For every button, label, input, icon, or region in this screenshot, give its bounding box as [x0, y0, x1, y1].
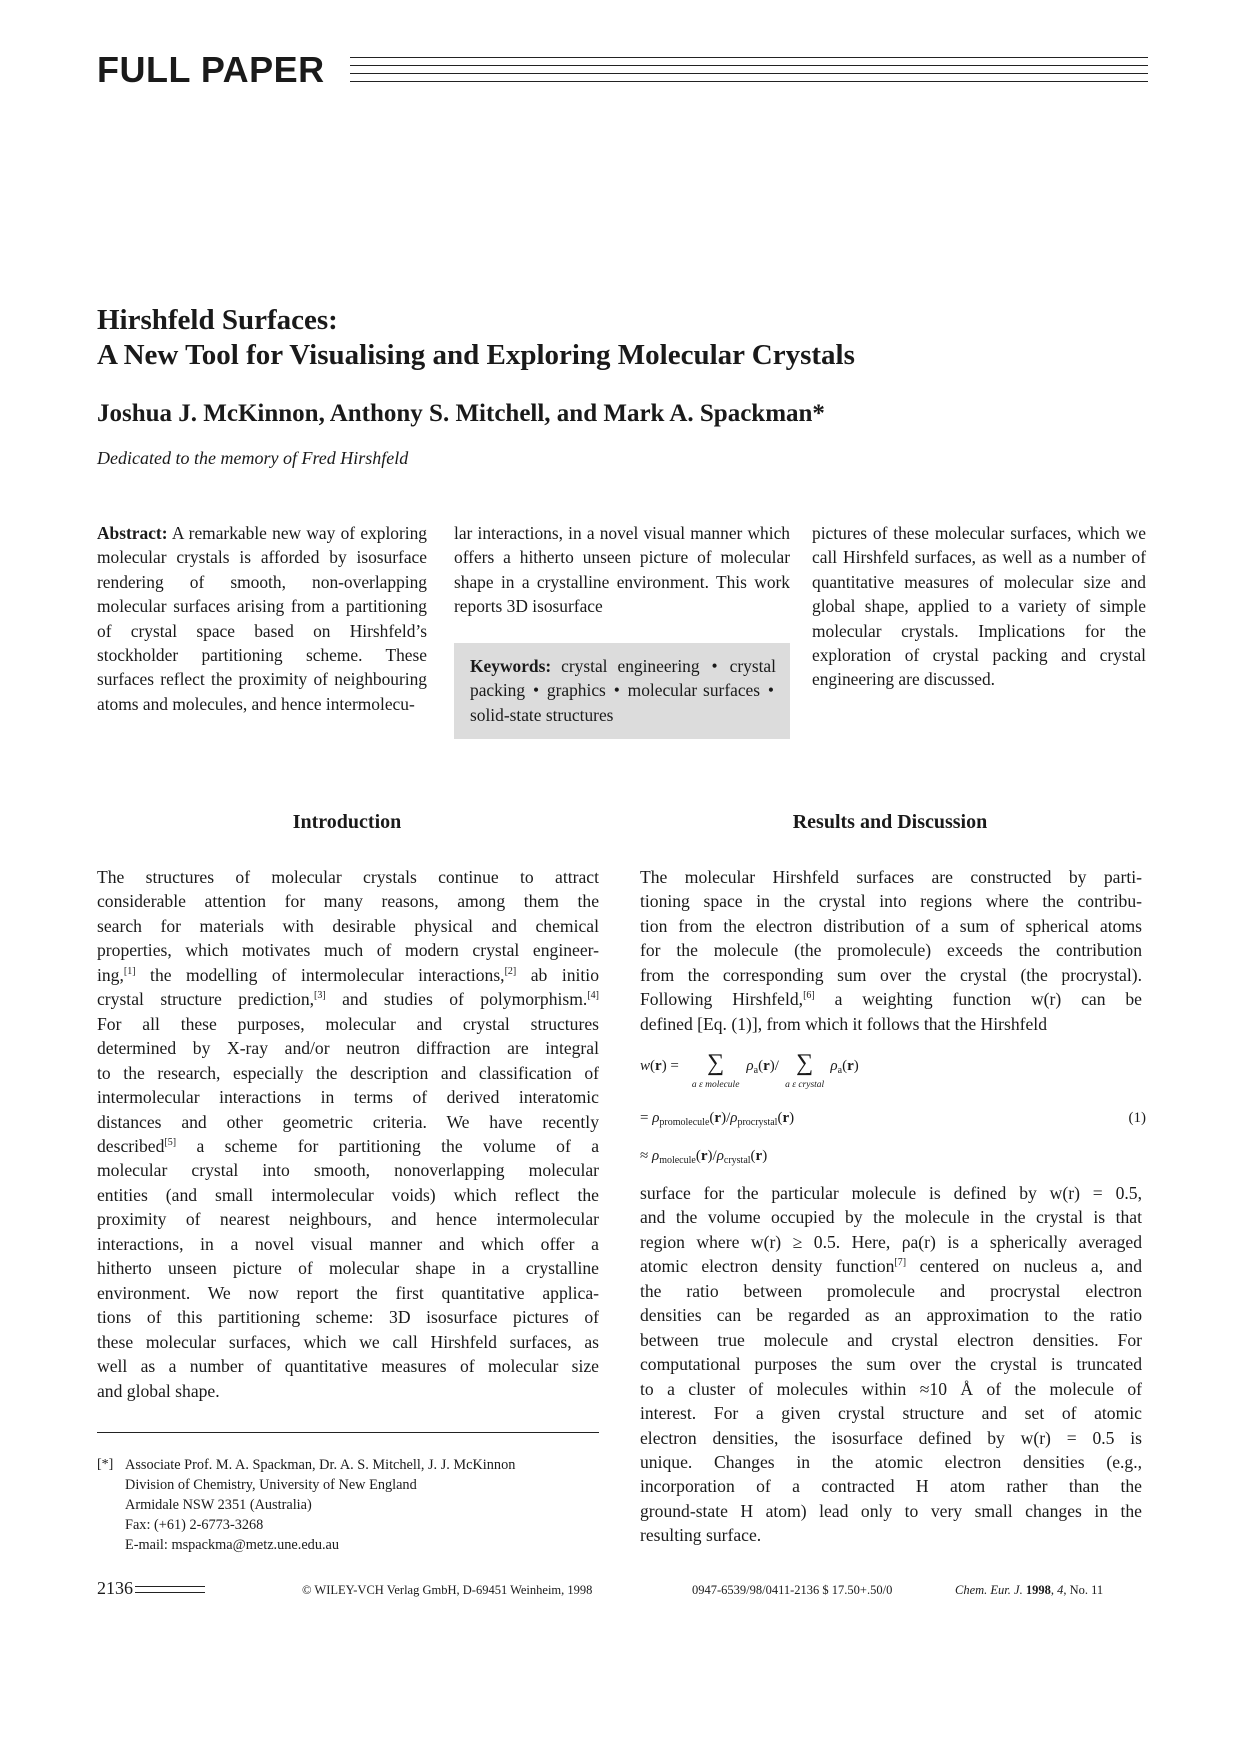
text-line: region where w(r) ≥ 0.5. Here, ρa(r) is a spherically averaged	[640, 1231, 1142, 1252]
footnote-line: Division of Chemistry, University of New England	[125, 1477, 417, 1493]
text-line: these molecular surfaces, which we call Hirshfeld surfaces, as	[97, 1331, 599, 1352]
header-rule	[350, 65, 1148, 66]
text-line: crystal structure prediction,[3] and studies of polymorphism.[4]	[97, 989, 599, 1010]
section-label: FULL PAPER	[97, 49, 325, 90]
text-line: ground-state H atom) lead only to very small changes in the	[640, 1500, 1142, 1521]
abstract-column-2: lar interactions, in a novel visual manner which offers a hitherto unseen picture of molecular shape in a crystalline environment. This work reports 3D isosurface	[454, 523, 790, 617]
keyword: solid-state structures	[470, 704, 614, 725]
text-line: resulting surface.	[640, 1525, 762, 1546]
results-body-part-1	[640, 865, 1142, 1036]
paper-title-line-1: Hirshfeld Surfaces:	[97, 304, 338, 336]
copyright: © WILEY-VCH Verlag GmbH, D-69451 Weinheim, 1998	[302, 1583, 593, 1597]
text-line: The structures of molecular crystals continue to attract	[97, 867, 599, 887]
article-code: 0947-6539/98/0411-2136 $ 17.50+.50/0	[692, 1583, 893, 1597]
text-line: to a cluster of molecules within ≈10 Å of the molecule of	[640, 1378, 1142, 1399]
abstract-text: A remarkable new way of exploring molecular crystals is afforded by isosurface rendering of smooth, non-overlapping molecular surfaces arising from a partitioning of crystal space based on Hirshfeld’s stockholder partitioning scheme. These surfaces reflect the proximity of neighbouring atoms and molecules, and hence intermolecu-	[97, 523, 427, 714]
equation-line-2: = $\rho_{promolecule}(r)/\rho_{procrystal}(r)$	[640, 1110, 795, 1128]
header-rule	[350, 57, 1148, 58]
text-line: computational purposes the sum over the crystal is truncated	[640, 1354, 1142, 1375]
footnote-line: Fax: (+61) 2-6773-3268	[125, 1517, 264, 1533]
text-line: unique. Changes in the atomic electron densities (e.g.,	[640, 1451, 1142, 1472]
equation-number: (1)	[1128, 1110, 1146, 1126]
authors: Joshua J. McKinnon, Anthony S. Mitchell, and Mark A. Spackman*	[97, 400, 825, 427]
text-line: entities (and small intermolecular voids) which reflect the	[97, 1184, 599, 1205]
text-line: to the research, especially the description and classification of	[97, 1062, 599, 1083]
text-line: between true molecule and crystal electron densities. For	[640, 1329, 1142, 1350]
dedication: Dedicated to the memory of Fred Hirshfeld	[97, 448, 409, 468]
text-line: distances and other geometric criteria. We have recently	[97, 1111, 599, 1132]
text-line: incorporation of a contracted H atom rather than the	[640, 1476, 1142, 1497]
text-line: atomic electron density function[7] centered on nucleus a, and	[640, 1256, 1142, 1277]
text-line: described[5] a scheme for partitioning the volume of a	[97, 1135, 599, 1156]
text-line: considerable attention for many reasons, among them the	[97, 891, 599, 912]
results-heading: Results and Discussion	[792, 811, 988, 833]
footnote-line: E-mail: mspackma@metz.une.edu.au	[125, 1537, 340, 1553]
keywords-box: Keywords: crystal engineering • crystal packing • graphics • molecular surfaces • solid-state structures	[454, 643, 790, 739]
text-line: proximity of nearest neighbours, and hence intermolecular	[97, 1209, 599, 1230]
page-rule	[135, 1592, 205, 1593]
paper-title-line-2: A New Tool for Visualising and Exploring Molecular Crystals	[97, 339, 855, 371]
introduction-body	[97, 865, 599, 1403]
keyword: crystal packing	[470, 656, 776, 701]
text-line: For all these purposes, molecular and crystal structures	[97, 1013, 599, 1034]
footnote-mark: [*]	[97, 1457, 114, 1472]
text-line: interest. For a given crystal structure and set of atomic	[640, 1403, 1142, 1424]
text-line: search for materials with desirable physical and chemical	[97, 915, 599, 936]
text-line: densities can be regarded as an approximation to the ratio	[640, 1305, 1142, 1326]
text-line: for the molecule (the promolecule) exceeds the contribution	[640, 940, 1142, 961]
text-line: electron densities, the isosurface defined by w(r) = 0.5 is	[640, 1427, 1142, 1448]
keyword: crystal engineering	[561, 656, 700, 676]
abstract-label: Abstract:	[97, 523, 168, 543]
abstract-column-3: pictures of these molecular surfaces, which we call Hirshfeld surfaces, as well as a number of quantitative measures of molecular size and global shape, applied to a variety of simple molecular crystals. Implications for the exploration of crystal packing and crystal engineering are discussed.	[812, 523, 1146, 690]
text-line: Following Hirshfeld,[6] a weighting function w(r) can be	[640, 989, 1142, 1010]
page-number: 2136	[97, 1578, 133, 1598]
text-line: the ratio between promolecule and procrystal electron	[640, 1280, 1142, 1301]
text-line: tioning space in the crystal into regions where the contribu-	[640, 891, 1142, 912]
keyword: molecular surfaces	[627, 680, 761, 701]
text-line: surface for the particular molecule is defined by w(r) = 0.5,	[640, 1183, 1142, 1203]
text-line: intermolecular interactions in terms of derived interatomic	[97, 1087, 599, 1108]
sum-index: a ε crystal	[785, 1080, 825, 1090]
text-line: environment. We now report the first quantitative applica-	[97, 1282, 599, 1303]
text-line: and the volume occupied by the molecule in the crystal is that	[640, 1207, 1142, 1228]
results-body-part-2	[640, 1181, 1142, 1548]
text-line: defined [Eq. (1)], from which it follows that the Hirshfeld	[640, 1013, 1047, 1034]
text-line: and global shape.	[97, 1380, 220, 1401]
page-rule	[135, 1586, 205, 1587]
equation-line-3: ≈ $\rho_{molecule}(r)/\rho_{crystal}(r)$	[640, 1148, 768, 1166]
sum-index: a ε molecule	[691, 1080, 740, 1090]
text-line: tion from the electron distribution of a sum of spherical atoms	[640, 915, 1142, 936]
text-line: molecular crystal into smooth, nonoverlapping molecular	[97, 1160, 599, 1181]
introduction-heading: Introduction	[292, 811, 402, 833]
keywords-label: Keywords:	[470, 656, 552, 676]
text-line: properties, which motivates much of modern crystal engineer-	[97, 940, 599, 961]
abstract-column-1	[97, 521, 427, 716]
text-line: determined by X-ray and/or neutron diffraction are integral	[97, 1038, 599, 1059]
journal-citation: Chem. Eur. J. 1998, 4, No. 11	[955, 1583, 1104, 1597]
equation-line-1: w(r) = ∑ a ε molecule $\rho_a(r)/$ ∑ a ε crystal $\rho_a(r)$	[640, 1050, 859, 1090]
equation-1	[640, 1052, 1146, 1168]
text-line: tions of this partitioning scheme: 3D isosurface pictures of	[97, 1307, 599, 1328]
text-line: well as a number of quantitative measures of molecular size	[97, 1356, 599, 1377]
text-line: The molecular Hirshfeld surfaces are constructed by parti-	[640, 867, 1142, 887]
footnote-rule	[97, 1432, 599, 1433]
header-rule	[350, 81, 1148, 82]
text-line: from the corresponding sum over the crystal (the procrystal).	[640, 964, 1142, 985]
footnote-line: Armidale NSW 2351 (Australia)	[125, 1497, 312, 1513]
text-line: hitherto unseen picture of molecular shape in a crystalline	[97, 1258, 599, 1279]
keyword: graphics	[546, 680, 606, 701]
footnote-line: Associate Prof. M. A. Spackman, Dr. A. S. Mitchell, J. J. McKinnon	[125, 1457, 516, 1473]
text-line: ing,[1] the modelling of intermolecular interactions,[2] ab initio	[97, 964, 599, 985]
text-line: interactions, in a novel visual manner and which offer a	[97, 1233, 599, 1254]
header-rule	[350, 73, 1148, 74]
